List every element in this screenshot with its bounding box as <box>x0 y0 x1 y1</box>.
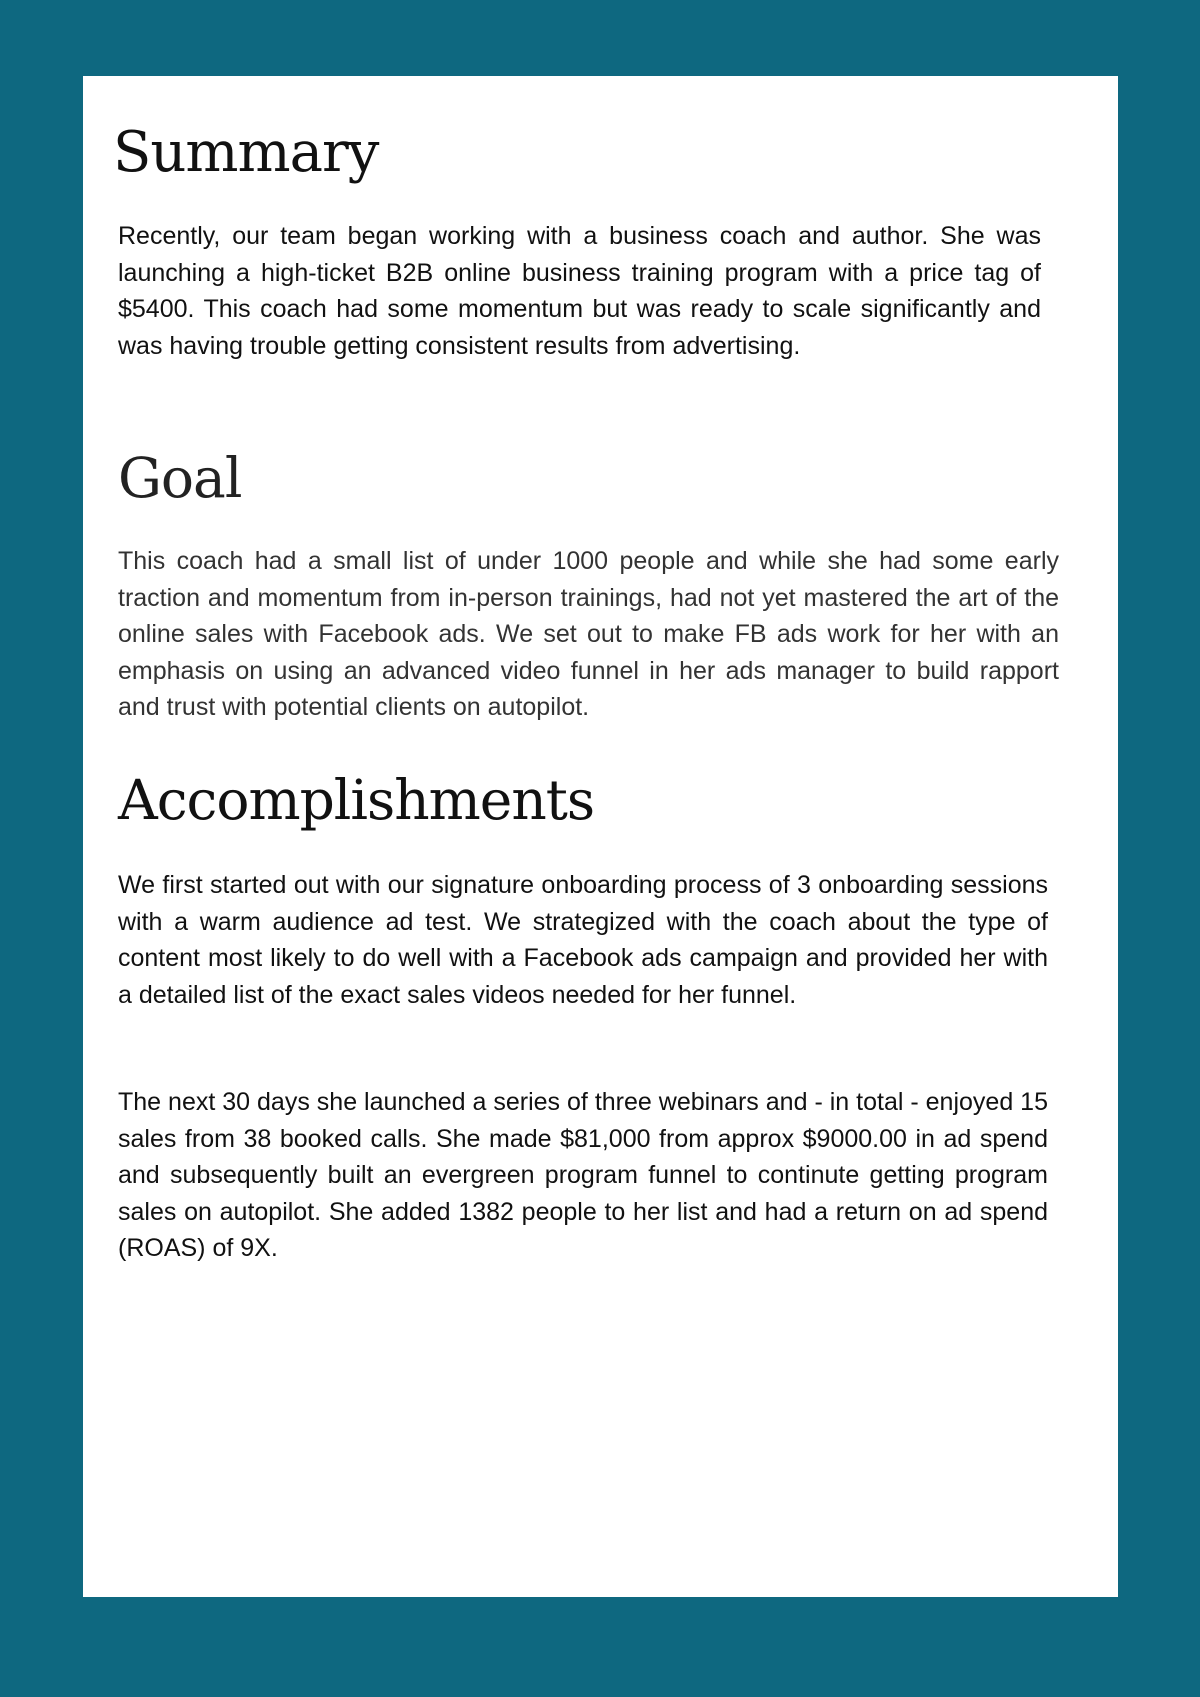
goal-paragraph: This coach had a small list of under 1000 people and while she had some early traction and momentum from in-person trainings, had not yet mastered the art of the online sales with Facebook ads. We set out to make FB ads work for her with an emphasis on using an advanced video funnel in her ads manager to build rapport and trust with potential clients on autopilot. <box>118 547 1059 721</box>
summary-heading: Summary <box>113 120 379 185</box>
document-page <box>83 76 1118 1597</box>
accomplishments-paragraph-1: We first started out with our signature onboarding process of 3 onboarding sessions with a warm audience ad test. We strategized with the coach about the type of content most likely to do well with a Facebook ads campaign and provided her with a detailed list of the exact sales videos needed for her funnel. <box>118 871 1048 1009</box>
accomplishments-heading: Accomplishments <box>118 768 595 832</box>
summary-paragraph: Recently, our team began working with a business coach and author. She was launching a high-ticket B2B online business training program with a price tag of $5400. This coach had some momentum but was ready to scale significantly and was having trouble getting consistent results from advertising. <box>118 222 1041 360</box>
accomplishments-paragraph-2: The next 30 days she launched a series of three webinars and - in total - enjoyed 15 sales from 38 booked calls. She made $81,000 from approx $9000.00 in ad spend and subsequently built an evergreen program funnel to continute getting program sales on autopilot. She added 1382 people to her list and had a return on ad spend (ROAS) of 9X. <box>118 1088 1048 1262</box>
goal-heading: Goal <box>118 446 242 510</box>
